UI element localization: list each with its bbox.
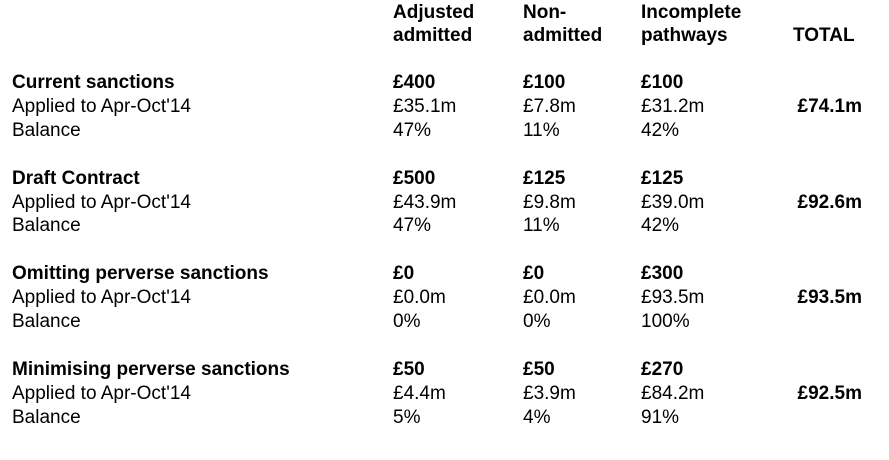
balance-label: Balance — [12, 120, 81, 141]
balance-non-admitted: 11% — [523, 215, 560, 236]
sanction-non-admitted: £125 — [523, 168, 566, 189]
section-total: £74.1m — [797, 96, 862, 117]
section-total: £93.5m — [797, 287, 862, 308]
balance-label: Balance — [12, 407, 81, 428]
balance-label: Balance — [12, 311, 81, 332]
sanction-non-admitted: £100 — [523, 72, 566, 93]
applied-non-admitted: £9.8m — [523, 192, 576, 213]
sanction-incomplete: £125 — [641, 168, 684, 189]
applied-label: Applied to Apr-Oct'14 — [12, 96, 191, 117]
applied-incomplete: £84.2m — [641, 383, 705, 404]
section-total: £92.5m — [797, 383, 862, 404]
sanction-adjusted: £50 — [393, 359, 425, 380]
balance-incomplete: 100% — [641, 311, 690, 332]
balance-adjusted: 47% — [393, 215, 432, 236]
section-title: Omitting perverse sanctions — [12, 263, 269, 284]
applied-non-admitted: £3.9m — [523, 383, 576, 404]
sanction-adjusted: £500 — [393, 168, 436, 189]
header-incomplete-line1: Incomplete — [641, 2, 742, 23]
applied-adjusted: £4.4m — [393, 383, 446, 404]
header-adjusted-line1: Adjusted — [393, 2, 475, 23]
applied-adjusted: £43.9m — [393, 192, 457, 213]
section-title: Current sanctions — [12, 72, 175, 93]
header-adjusted-line2: admitted — [393, 25, 473, 46]
section-title: Draft Contract — [12, 168, 140, 189]
balance-non-admitted: 11% — [523, 120, 560, 141]
balance-non-admitted: 0% — [523, 311, 551, 332]
applied-adjusted: £0.0m — [393, 287, 446, 308]
section-title: Minimising perverse sanctions — [12, 359, 290, 380]
sanction-adjusted: £0 — [393, 263, 415, 284]
header-non-line2: admitted — [523, 25, 603, 46]
balance-incomplete: 42% — [641, 120, 680, 141]
sanction-incomplete: £270 — [641, 359, 684, 380]
balance-incomplete: 42% — [641, 215, 680, 236]
header-non-line1: Non- — [523, 2, 567, 23]
sanction-adjusted: £400 — [393, 72, 436, 93]
header-incomplete-line2: pathways — [641, 25, 728, 46]
sanction-non-admitted: £0 — [523, 263, 545, 284]
balance-adjusted: 0% — [393, 311, 421, 332]
applied-label: Applied to Apr-Oct'14 — [12, 383, 191, 404]
applied-adjusted: £35.1m — [393, 96, 457, 117]
sanction-incomplete: £300 — [641, 263, 684, 284]
applied-incomplete: £31.2m — [641, 96, 705, 117]
sanction-incomplete: £100 — [641, 72, 684, 93]
applied-non-admitted: £0.0m — [523, 287, 576, 308]
balance-label: Balance — [12, 215, 81, 236]
balance-adjusted: 47% — [393, 120, 432, 141]
sanction-non-admitted: £50 — [523, 359, 555, 380]
applied-non-admitted: £7.8m — [523, 96, 576, 117]
balance-non-admitted: 4% — [523, 407, 551, 428]
applied-label: Applied to Apr-Oct'14 — [12, 192, 191, 213]
applied-incomplete: £93.5m — [641, 287, 705, 308]
header-total: TOTAL — [793, 25, 855, 46]
balance-adjusted: 5% — [393, 407, 421, 428]
section-total: £92.6m — [797, 192, 862, 213]
applied-label: Applied to Apr-Oct'14 — [12, 287, 191, 308]
balance-incomplete: 91% — [641, 407, 680, 428]
applied-incomplete: £39.0m — [641, 192, 705, 213]
